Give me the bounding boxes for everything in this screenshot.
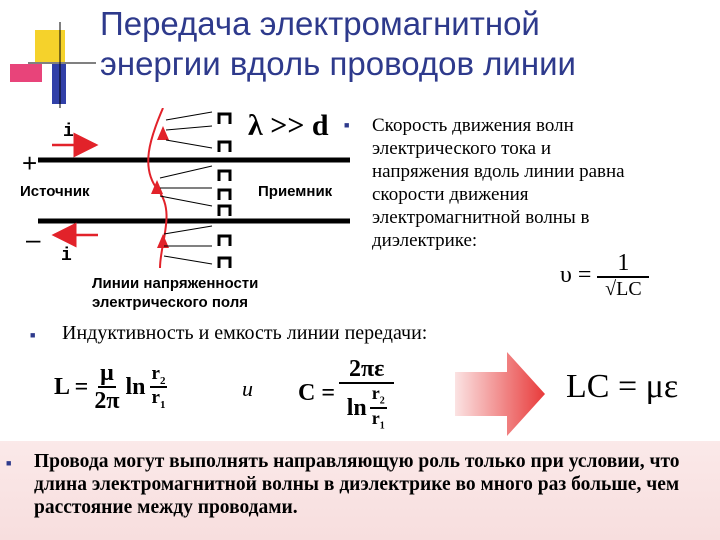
conjunction: и — [242, 376, 253, 401]
plus-sign: + — [22, 148, 38, 178]
r2-sub: 2 — [379, 395, 385, 407]
formula-L-r1 — [150, 388, 168, 411]
decor-logo-icon — [0, 0, 100, 110]
field-caption-line-1: Линии напряженности — [92, 275, 259, 292]
formula-C-ratio — [370, 384, 387, 431]
speed-formula-lhs: υ = — [560, 261, 592, 288]
r1-sub: 1 — [379, 420, 385, 432]
formula-C-den — [345, 384, 389, 431]
r2-letter: r — [371, 383, 380, 404]
formula-C — [298, 356, 394, 432]
formula-L-fraction — [92, 360, 121, 415]
square-bullet-icon: ■ — [344, 120, 350, 130]
r1-letter: r — [371, 407, 380, 428]
inductance-heading: Индуктивность и емкость линии передачи: — [62, 322, 428, 344]
formula-L-lhs: L = — [54, 373, 89, 400]
wave-speed-text — [372, 114, 712, 252]
speed-line: скорости движения — [372, 184, 529, 205]
result-arrow-icon — [455, 352, 545, 436]
speed-line: напряжения вдоль линии равна — [372, 161, 625, 182]
r1-sub: 1 — [159, 399, 166, 412]
formula-L-r2 — [150, 364, 168, 389]
receiver-label: Приемник — [258, 183, 333, 200]
page-title — [100, 4, 710, 84]
r2-sub: 2 — [159, 374, 166, 387]
formula-L-num: μ — [98, 360, 116, 388]
formula-L — [54, 360, 167, 415]
speed-num: 1 — [597, 250, 649, 278]
formula-C-fraction — [339, 356, 394, 432]
formula-L-ratio — [150, 364, 168, 412]
current-label-bottom: i — [61, 246, 72, 266]
square-bullet-icon: ■ — [6, 458, 12, 468]
field-lines-caption — [92, 274, 258, 312]
speed-line: Скорость движения волн — [372, 115, 574, 136]
formula-L-ln: ln — [125, 373, 146, 400]
speed-den-lc: LC — [616, 278, 642, 301]
result-formula: LC = με — [566, 368, 679, 405]
square-bullet-icon: ■ — [30, 330, 36, 340]
formula-L-den: 2π — [94, 388, 120, 415]
formula-C-ln: ln — [346, 394, 367, 421]
title-line-2: энергии вдоль проводов линии — [100, 45, 576, 82]
source-label: Источник — [20, 183, 90, 200]
speed-den: √LC — [605, 278, 642, 301]
title-line-1: Передача электромагнитной — [100, 5, 540, 42]
current-label-top: i — [63, 122, 74, 142]
speed-formula — [560, 250, 649, 300]
r2-letter: r — [151, 362, 160, 384]
field-caption-line-2: электрического поля — [92, 294, 248, 311]
formula-C-r2 — [370, 384, 387, 409]
r1-letter: r — [151, 387, 160, 409]
minus-sign: – — [26, 224, 41, 254]
speed-fraction — [597, 250, 649, 300]
speed-line: диэлектрике: — [372, 230, 478, 251]
wavelength-condition: λ >> d — [248, 109, 329, 142]
formula-C-num: 2πε — [339, 356, 394, 384]
formula-C-lhs: C = — [298, 380, 336, 407]
speed-line: электромагнитной волны в — [372, 207, 590, 228]
speed-line: электрического тока и — [372, 138, 551, 159]
bottom-note: Провода могут выполнять направляющую роль только при условии, что длина электромагнитной волны в диэлектрике во много раз больше, чем расстояние между проводами. — [34, 451, 680, 518]
formula-C-r1 — [370, 409, 387, 432]
